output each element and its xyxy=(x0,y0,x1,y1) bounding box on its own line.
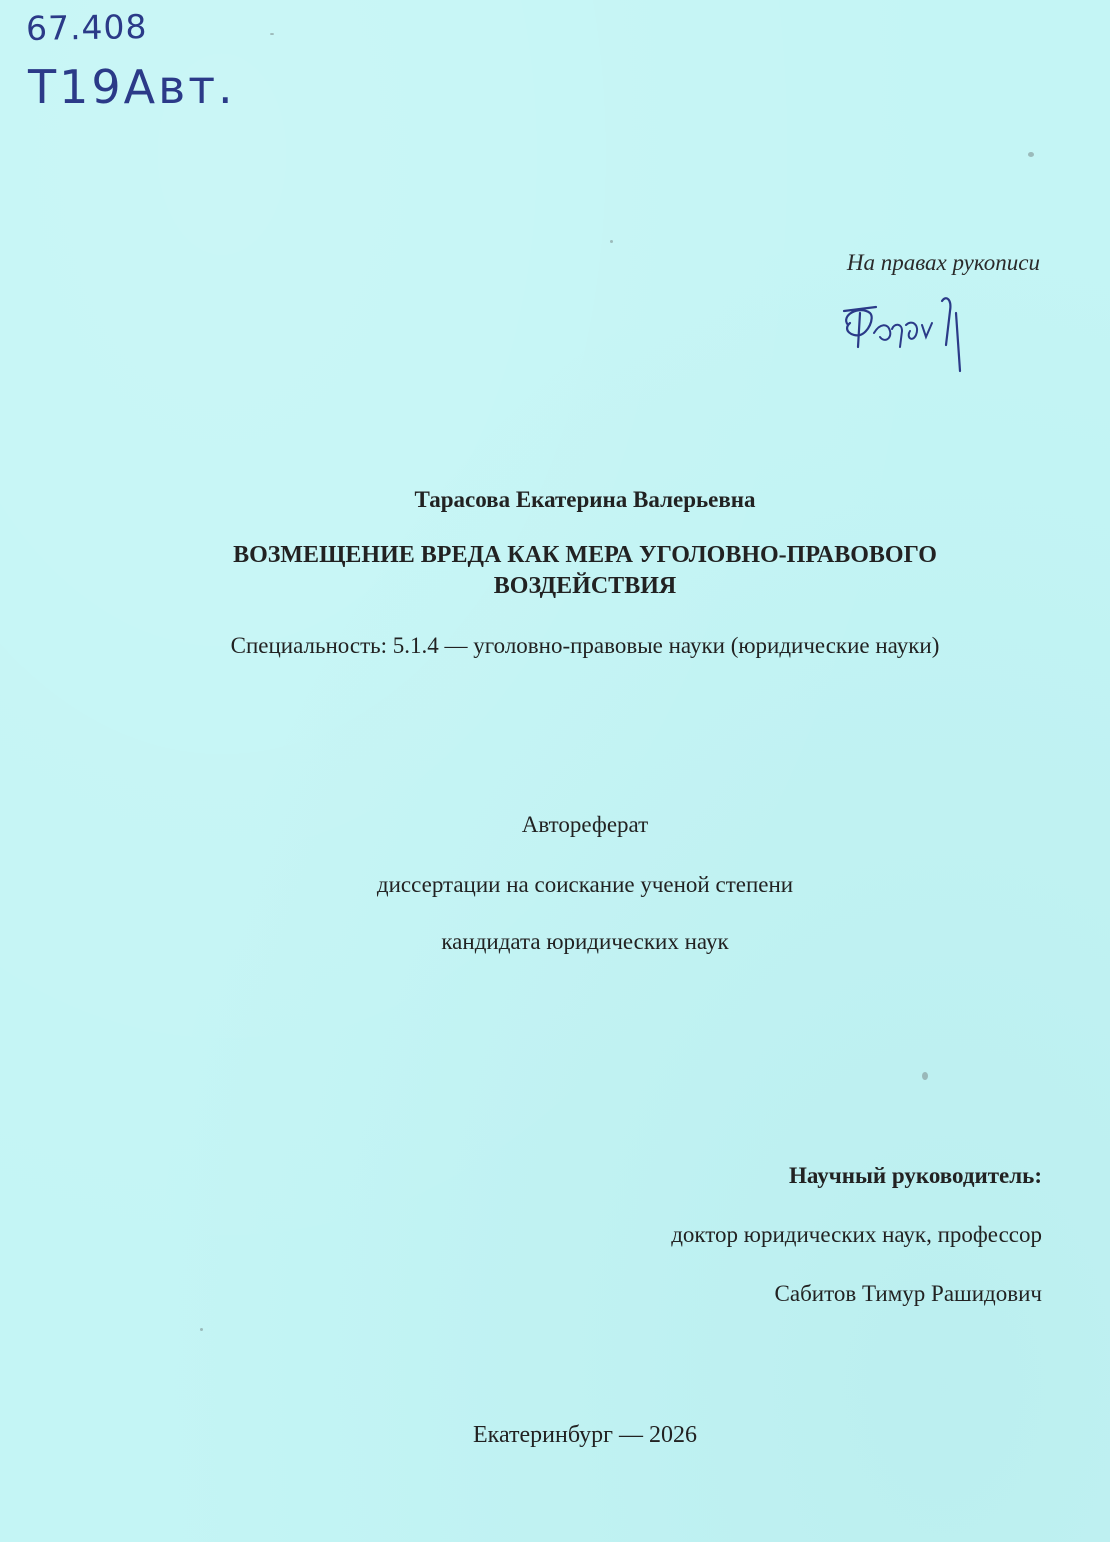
paper-speck xyxy=(270,33,274,35)
paper-speck xyxy=(610,240,613,243)
specialty: Специальность: 5.1.4 — уголовно-правовые науки (юридические науки) xyxy=(230,633,940,658)
author-signature xyxy=(830,285,980,380)
city-and-year: Екатеринбург — 2026 xyxy=(473,1422,697,1448)
document-purpose: диссертации на соискание ученой степени xyxy=(376,872,794,897)
supervisor-name: Сабитов Тимур Рашидович xyxy=(774,1281,1042,1306)
author-name: Тарасова Екатерина Валерьевна xyxy=(414,487,756,512)
degree-sought: кандидата юридических наук xyxy=(441,929,729,954)
paper-speck xyxy=(922,1072,928,1080)
document-type: Автореферат xyxy=(521,812,649,837)
title-line-2: ВОЗДЕЙСТВИЯ xyxy=(493,573,677,599)
paper-speck xyxy=(200,1328,203,1331)
supervisor-label: Научный руководитель: xyxy=(789,1163,1042,1188)
handwritten-library-code: 67.408 xyxy=(25,6,148,49)
manuscript-rights-note: На правах рукописи xyxy=(846,250,1040,275)
dissertation-title xyxy=(30,540,1110,602)
supervisor-degree: доктор юридических наук, профессор xyxy=(671,1222,1042,1247)
handwritten-shelf-mark: Т19Авт. xyxy=(28,60,236,114)
paper-speck xyxy=(1028,152,1034,157)
title-line-1: ВОЗМЕЩЕНИЕ ВРЕДА КАК МЕРА УГОЛОВНО-ПРАВОВОГО xyxy=(233,542,937,568)
